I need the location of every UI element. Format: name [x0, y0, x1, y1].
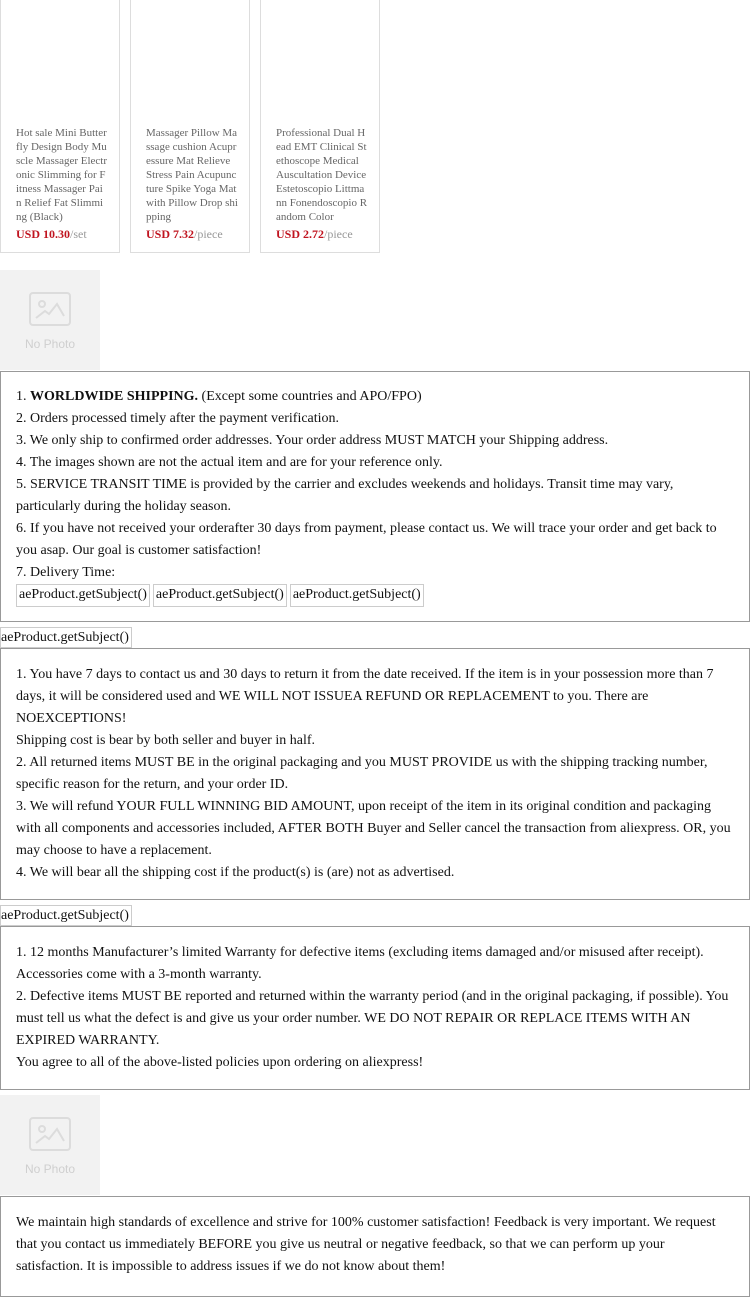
no-photo-label: No Photo: [24, 1162, 76, 1176]
shipping-line: 2. Orders processed timely after the payment verification.: [16, 411, 340, 426]
price-amount: USD 10.30: [16, 227, 71, 241]
warranty-line: 1. 12 months Manufacturer’s limited Warranty for defective items (excluding items damaged and/or misused after receipt). Accessories come with a 3-month warranty.: [16, 945, 704, 982]
product-title[interactable]: Hot sale Mini Butterfly Design Body Muscle Massager Electronic Slimming for Fitness Massager Pain Relief Fat Slimming (Black): [16, 127, 108, 223]
subject-tag: aeProduct.getSubject(): [0, 905, 132, 926]
line-prefix: 1.: [16, 389, 30, 404]
returns-line: 4. We will bear all the shipping cost if the product(s) is (are) not as advertised.: [16, 865, 455, 880]
price-amount: USD 7.32: [146, 227, 195, 241]
warranty-line: 2. Defective items MUST BE reported and returned within the warranty period (and in the original packaging, if possible). You must tell us what the defect is and give us your order number. WE DO NOT REPAIR OR REPLACE ITEMS WITH AN EXPIRED WARRANTY.: [16, 989, 729, 1048]
price-unit: /set: [70, 227, 87, 241]
subject-cell: aeProduct.getSubject(): [290, 584, 424, 607]
returns-line: 2. All returned items MUST BE in the original packaging and you MUST PROVIDE us with the shipping tracking number, specific reason for the return, and your order ID.: [16, 755, 708, 792]
image-placeholder-icon: [29, 1117, 71, 1151]
image-placeholder-icon: [29, 292, 71, 326]
product-card[interactable]: [260, 0, 380, 253]
price-unit: /piece: [194, 227, 223, 241]
warranty-policy: [0, 926, 750, 1090]
product-card[interactable]: [130, 0, 250, 253]
subject-cell: aeProduct.getSubject(): [153, 584, 287, 607]
subject-tag: aeProduct.getSubject(): [0, 627, 132, 648]
delivery-subjects: [16, 584, 734, 607]
no-photo-placeholder: [0, 1095, 100, 1195]
warranty-line: You agree to all of the above-listed policies upon ordering on aliexpress!: [16, 1055, 424, 1070]
product-card[interactable]: [0, 0, 120, 253]
returns-line: 3. We will refund YOUR FULL WINNING BID AMOUNT, upon receipt of the item in its original condition and packaging with all components and accessories included, AFTER BOTH Buyer and Seller cancel the transaction from aliexpress. OR, you may choose to have a replacement.: [16, 799, 731, 858]
no-photo-placeholder: [0, 270, 100, 370]
shipping-policy: [0, 371, 750, 622]
price-amount: USD 2.72: [276, 227, 325, 241]
shipping-line: 4. The images shown are not the actual item and are for your reference only.: [16, 455, 443, 470]
product-title[interactable]: Massager Pillow Massage cushion Acupressure Mat Relieve Stress Pain Acupuncture Spike Yoga Mat with Pillow Drop shipping: [146, 127, 238, 223]
no-photo-label: No Photo: [24, 337, 76, 351]
price-unit: /piece: [324, 227, 353, 241]
product-price: [276, 227, 353, 242]
shipping-line: [16, 386, 734, 408]
feedback-policy: [0, 1196, 750, 1297]
returns-line: Shipping cost is bear by both seller and buyer in half.: [16, 733, 315, 748]
returns-policy: [0, 648, 750, 900]
subject-cell: aeProduct.getSubject(): [16, 584, 150, 607]
line-rest: (Except some countries and APO/FPO): [198, 389, 422, 404]
product-title[interactable]: Professional Dual Head EMT Clinical Stethoscope Medical Auscultation Device Estetoscopio Littmann Fonendoscopio Random Color: [276, 127, 368, 223]
product-price: [16, 227, 87, 242]
product-price: [146, 227, 223, 242]
shipping-line: 6. If you have not received your orderafter 30 days from payment, please contact us. We will trace your order and get back to you asap. Our goal is customer satisfaction!: [16, 521, 717, 558]
shipping-line: 5. SERVICE TRANSIT TIME is provided by the carrier and excludes weekends and holidays. Transit time may vary, particularly during the holiday season.: [16, 477, 674, 514]
worldwide-shipping-heading: WORLDWIDE SHIPPING.: [30, 389, 199, 404]
shipping-line: 3. We only ship to confirmed order addresses. Your order address MUST MATCH your Shipping address.: [16, 433, 609, 448]
feedback-text: We maintain high standards of excellence and strive for 100% customer satisfaction! Feedback is very important. We request that you contact us immediately BEFORE you give us neutral or negative feedback, so that we can perform up your satisfaction. It is impossible to address issues if we do not know about them!: [16, 1215, 716, 1274]
shipping-line: 7. Delivery Time:: [16, 565, 116, 580]
returns-line: 1. You have 7 days to contact us and 30 days to return it from the date received. If the item is in your possession more than 7 days, it will be considered used and WE WILL NOT ISSUEA REFUND OR REPLACEMENT to you. There are NOEXCEPTIONS!: [16, 667, 714, 726]
